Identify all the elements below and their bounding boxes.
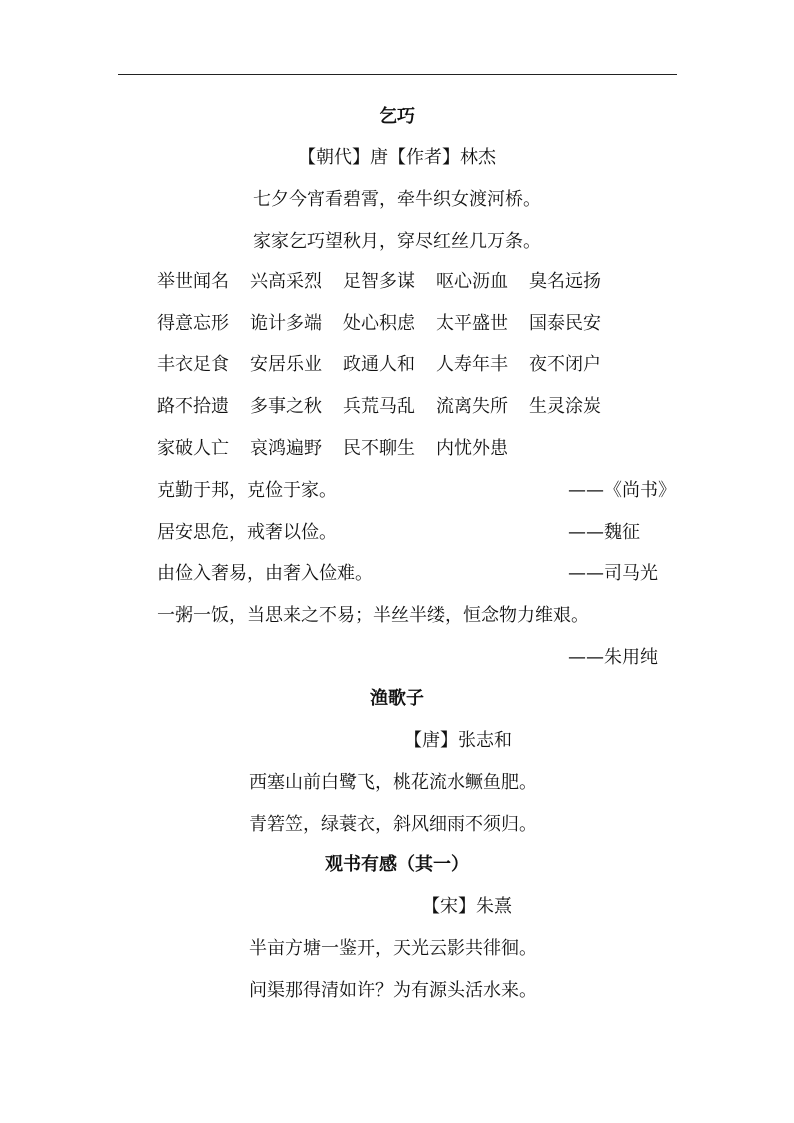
idiom: 政通人和 (343, 354, 415, 375)
idiom: 兴高采烈 (250, 271, 322, 292)
quote-text: 由俭入奢易，由奢入俭难。 (157, 563, 373, 584)
poem-line: 家家乞巧望秋月，穿尽红丝几万条。 (253, 231, 541, 252)
quote-text: 一粥一饭，当思来之不易；半丝半缕，恒念物力维艰。 (157, 605, 589, 626)
idiom: 举世闻名 (157, 271, 229, 292)
idiom: 人寿年丰 (436, 354, 508, 375)
idiom: 呕心沥血 (436, 271, 508, 292)
idiom: 流离失所 (436, 396, 508, 417)
poem-title: 乞巧 (379, 106, 415, 127)
poem-byline: 【唐】张志和 (404, 730, 512, 751)
idiom: 丰衣足食 (157, 354, 229, 375)
header-rule (118, 74, 677, 75)
idiom: 太平盛世 (436, 313, 508, 334)
quote-source: ——朱用纯 (568, 647, 658, 668)
idiom: 兵荒马乱 (343, 396, 415, 417)
idiom-row (157, 312, 622, 336)
poem-byline: 【朝代】唐【作者】林杰 (298, 147, 496, 168)
idiom: 内忧外患 (436, 438, 508, 459)
poem-title: 渔歌子 (370, 688, 424, 709)
idiom: 多事之秋 (250, 396, 322, 417)
idiom: 处心积虑 (343, 313, 415, 334)
idiom: 路不拾遗 (157, 396, 229, 417)
quote-source: ——魏征 (568, 522, 640, 543)
quote-text: 居安思危，戒奢以俭。 (157, 522, 337, 543)
idiom-row (157, 270, 622, 294)
idiom: 安居乐业 (250, 354, 322, 375)
quote-text: 克勤于邦，克俭于家。 (157, 480, 337, 501)
idiom: 夜不闭户 (529, 354, 601, 375)
idiom: 民不聊生 (343, 438, 415, 459)
poem-line: 青箬笠，绿蓑衣，斜风细雨不须归。 (249, 814, 537, 835)
poem-byline: 【宋】朱熹 (422, 896, 512, 917)
quote-source: ——《尚书》 (568, 480, 676, 501)
idiom: 臭名远扬 (529, 271, 601, 292)
idiom: 足智多谋 (343, 271, 415, 292)
idiom: 家破人亡 (157, 438, 229, 459)
idiom-row (157, 353, 622, 377)
poem-title: 观书有感（其一） (325, 854, 469, 875)
idiom: 生灵涂炭 (529, 396, 601, 417)
idiom: 哀鸿遍野 (250, 438, 322, 459)
idiom-row (157, 395, 622, 419)
poem-line: 问渠那得清如许？为有源头活水来。 (249, 980, 537, 1001)
poem-line: 西塞山前白鹭飞，桃花流水鳜鱼肥。 (249, 772, 537, 793)
poem-line: 七夕今宵看碧霄，牵牛织女渡河桥。 (253, 189, 541, 210)
idiom-row (157, 437, 529, 461)
poem-line: 半亩方塘一鉴开，天光云影共徘徊。 (249, 938, 537, 959)
idiom: 国泰民安 (529, 313, 601, 334)
idiom: 诡计多端 (250, 313, 322, 334)
quote-source: ——司马光 (568, 563, 658, 584)
idiom: 得意忘形 (157, 313, 229, 334)
